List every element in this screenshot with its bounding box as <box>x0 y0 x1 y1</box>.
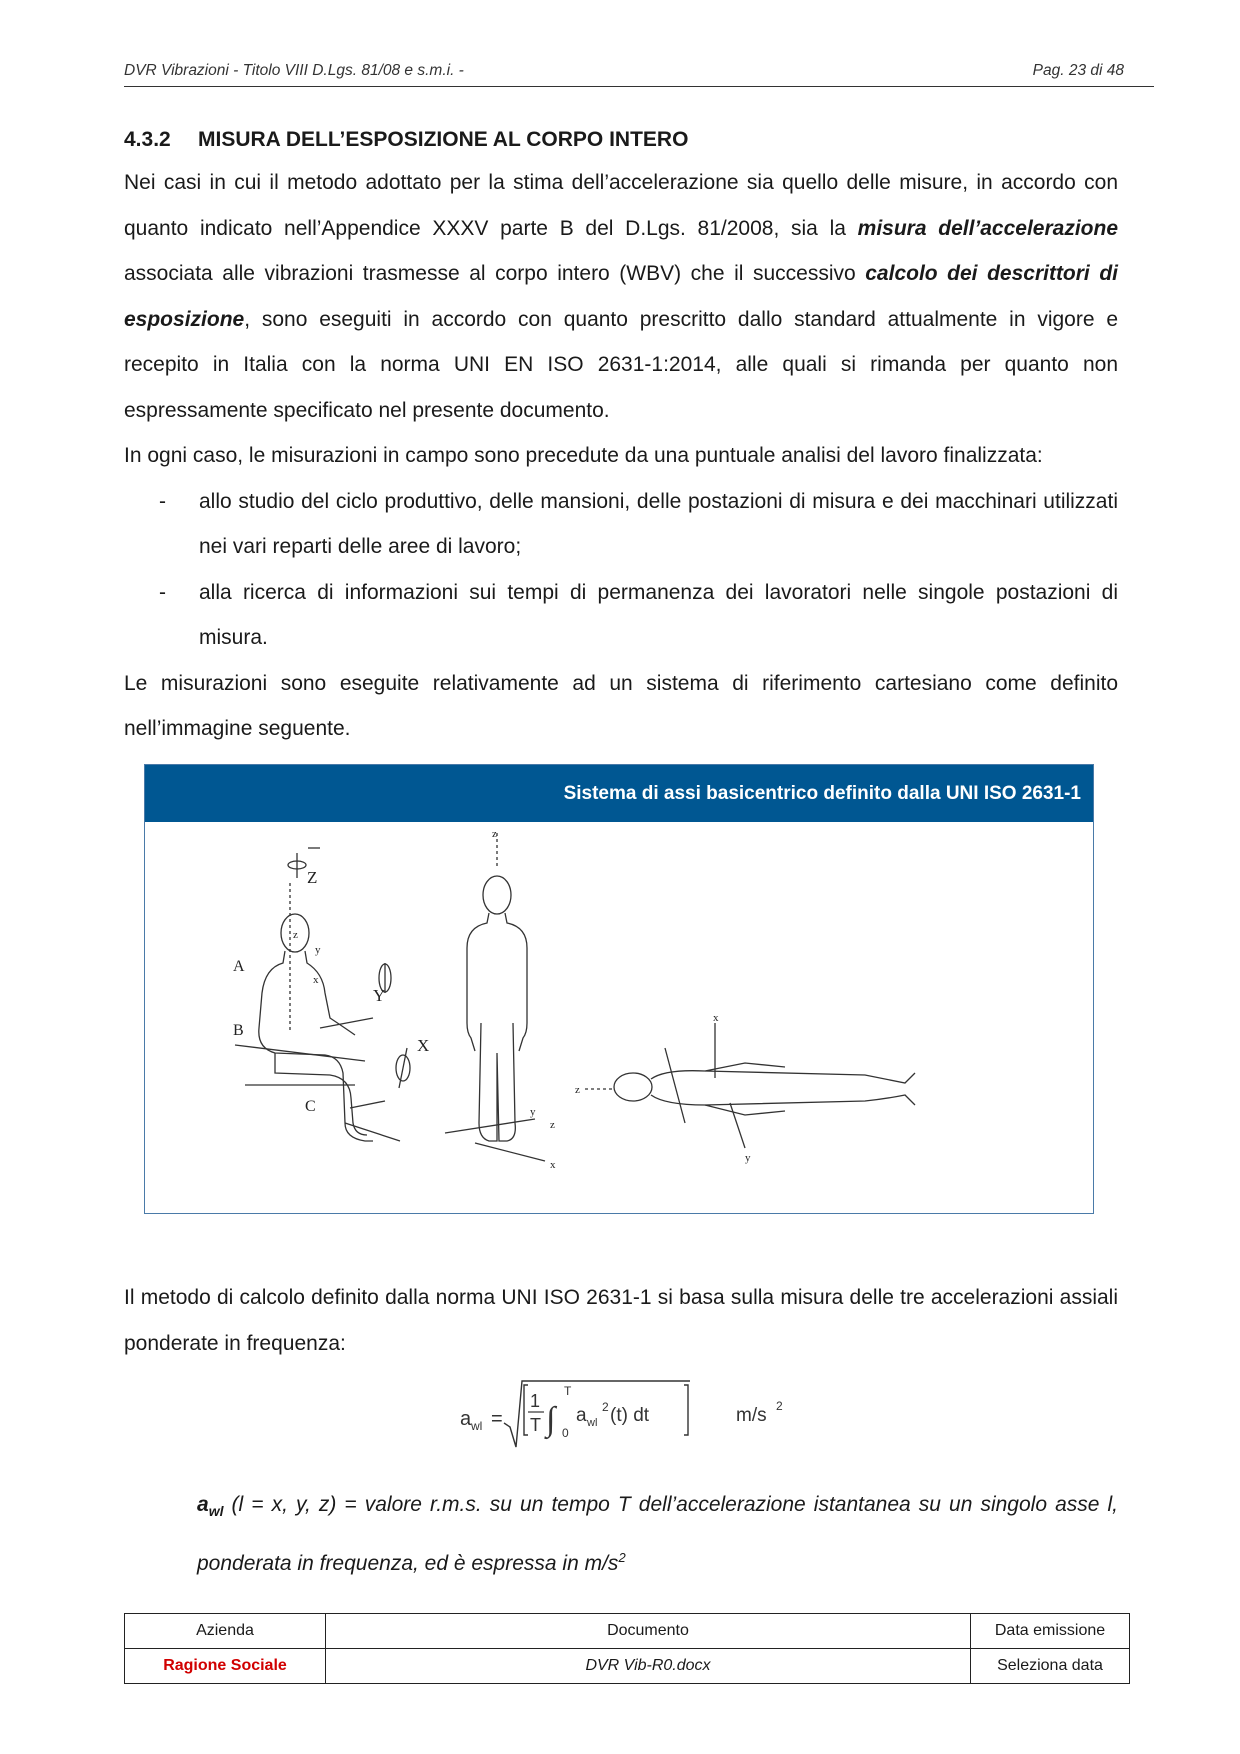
para1-text-2: associata alle vibrazioni trasmesse al corpo intero (WBV) che il successivo <box>124 262 866 285</box>
formula-definition <box>197 1482 1118 1586</box>
small-label-y: y <box>315 944 321 956</box>
lying-label-y: y <box>745 1152 751 1164</box>
axis-label-Z: Z <box>307 868 318 887</box>
standing-label-x: x <box>550 1159 556 1171</box>
axis-label-X: X <box>417 1036 430 1055</box>
definition-symbol: a <box>197 1493 209 1516</box>
list-item <box>124 570 1118 661</box>
footer-date-selector[interactable]: Seleziona data <box>971 1649 1130 1684</box>
formula-integrand: a <box>576 1405 587 1426</box>
section-title-text: MISURA DELL’ESPOSIZIONE AL CORPO INTERO <box>198 128 689 151</box>
footer-header-document: Documento <box>326 1614 971 1649</box>
lying-label-z: z <box>575 1084 580 1096</box>
integral-sign: ∫ <box>546 1401 556 1438</box>
standing-label-z2: z <box>550 1119 555 1131</box>
page-header <box>124 58 1154 87</box>
small-label-x: x <box>313 974 319 986</box>
formula-integrand-sub: wl <box>587 1417 598 1429</box>
dash-mark: - <box>159 489 166 513</box>
footer-header-date: Data emissione <box>971 1614 1130 1649</box>
footer-table <box>124 1613 1130 1684</box>
para1-bold-2: calcolo dei descrittori di esposizione <box>124 262 1118 331</box>
method-section <box>124 1275 1118 1366</box>
formula-equals: = <box>491 1408 503 1430</box>
header-page-number: Pag. 23 di 48 <box>1032 62 1124 79</box>
analysis-list <box>124 479 1118 661</box>
axis-label-Y: Y <box>373 986 386 1005</box>
rms-formula <box>460 1375 800 1455</box>
point-label-C: C <box>305 1098 316 1115</box>
para1-bold-1: misura dell’accelerazione <box>857 216 1118 240</box>
paragraph-method: Il metodo di calcolo definito dalla norma UNI ISO 2631-1 si basa sulla misura delle tre accelerazioni assiali ponderate in frequenza: <box>124 1286 1118 1355</box>
formula-integrand-rest: (t) dt <box>610 1405 650 1426</box>
paragraph-analysis: In ogni caso, le misurazioni in campo sono precedute da una puntuale analisi del lavoro finalizzata: <box>124 444 1043 467</box>
list-item-text: allo studio del ciclo produttivo, delle mansioni, delle postazioni di misura e dei macchinari utilizzati nei vari reparti delle aree di lavoro; <box>199 489 1118 558</box>
standing-label-y: y <box>530 1106 536 1118</box>
footer-company-name: Ragione Sociale <box>125 1649 326 1684</box>
dash-mark: - <box>159 580 166 604</box>
figure-title: Sistema di assi basicentrico definito dalla UNI ISO 2631-1 <box>145 765 1093 822</box>
point-label-B: B <box>233 1022 244 1039</box>
formula-unit: m/s <box>736 1405 767 1426</box>
formula-integrand-sup: 2 <box>602 1400 609 1414</box>
formula-unit-sup: 2 <box>776 1399 783 1413</box>
paragraph-intro <box>124 160 1118 433</box>
footer-document-name: DVR Vib-R0.docx <box>326 1649 971 1684</box>
point-label-A: A <box>233 958 245 975</box>
section-number: 4.3.2 <box>124 128 171 151</box>
formula-lower-limit: 0 <box>562 1426 569 1440</box>
formula-lhs: a <box>460 1408 472 1430</box>
lying-label-x: x <box>713 1012 719 1024</box>
formula-denominator: T <box>530 1415 541 1435</box>
para1-text-1: Nei casi in cui il metodo adottato per la stima dell’accelerazione sia quello delle misure, in accordo con quanto indicato nell’Appendice XXXV parte B del D.Lgs. 81/2008, sia la <box>124 171 1118 240</box>
para1-text-3: , sono eseguiti in accordo con quanto prescritto dallo standard attualmente in vigore e recepito in Italia con la norma UNI EN ISO 2631-1:2014, alle quali si rimanda per quanto non espressamente specificato nel presente documento. <box>124 307 1118 422</box>
list-item <box>124 479 1118 570</box>
footer-header-company: Azienda <box>125 1614 326 1649</box>
lying-figure <box>585 1023 915 1148</box>
list-item-text: alla ricerca di informazioni sui tempi di permanenza dei lavoratori nelle singole postazioni di misura. <box>199 580 1118 649</box>
axes-figure <box>144 764 1094 1214</box>
formula-lhs-sub: wl <box>471 1419 483 1433</box>
main-content <box>124 120 1118 752</box>
standing-label-z: z <box>492 828 497 840</box>
definition-symbol-sub: wl <box>208 1503 224 1520</box>
body-axes-illustration <box>145 823 1091 1211</box>
formula-upper-limit: T <box>564 1384 572 1398</box>
formula-numerator: 1 <box>530 1391 541 1411</box>
header-doc-title: DVR Vibrazioni - Titolo VIII D.Lgs. 81/08 e s.m.i. - <box>124 62 464 79</box>
definition-text: (l = x, y, z) = valore r.m.s. su un tempo T dell’accelerazione istantanea su un singolo asse l, ponderata in frequenza, ed è espressa in m/s <box>197 1493 1118 1575</box>
small-label-z: z <box>293 929 298 941</box>
definition-sup: 2 <box>618 1549 626 1565</box>
paragraph-reference: Le misurazioni sono eseguite relativamente ad un sistema di riferimento cartesiano come definito nell’immagine seguente. <box>124 671 1118 740</box>
section-title <box>124 120 1118 160</box>
